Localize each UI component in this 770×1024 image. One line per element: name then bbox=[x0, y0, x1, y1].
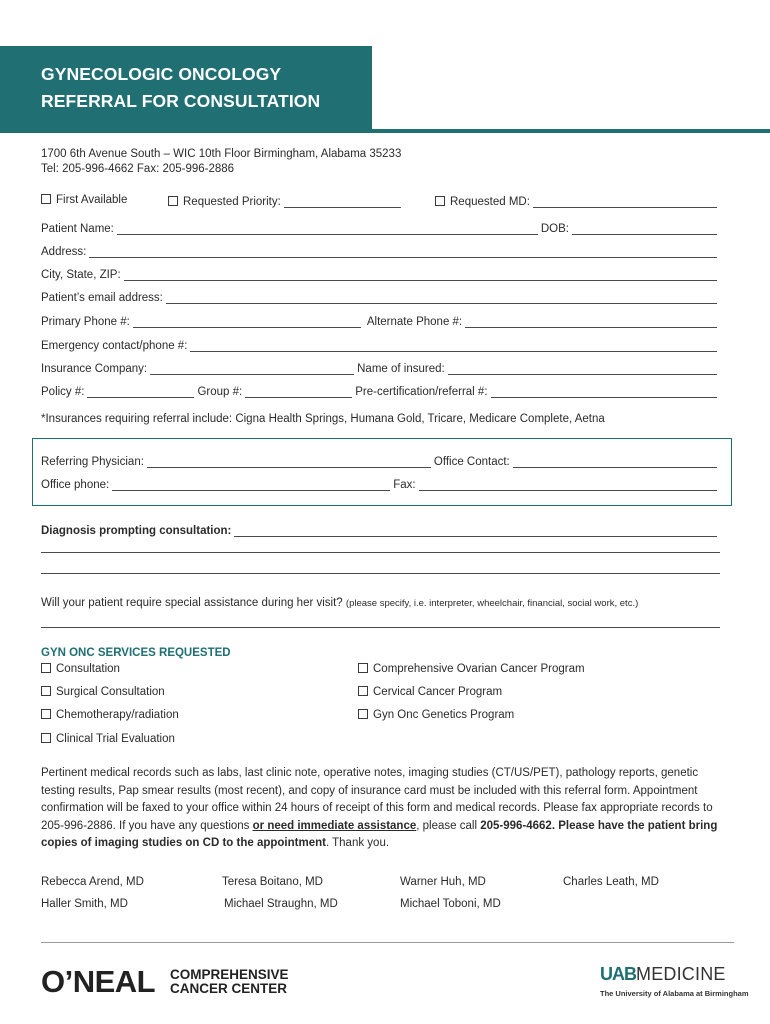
uab-medicine-logo bbox=[600, 964, 726, 985]
dob-label: DOB: bbox=[540, 223, 569, 235]
assistance-hint: (please specify, i.e. interpreter, wheelchair, financial, social work, etc.) bbox=[345, 598, 639, 609]
patient-name-row bbox=[41, 221, 720, 235]
fax-label: Fax: bbox=[393, 479, 416, 491]
office-phone-line[interactable] bbox=[112, 480, 390, 491]
service-consultation[interactable]: Consultation bbox=[41, 663, 120, 675]
checkbox[interactable] bbox=[358, 709, 368, 719]
city-row bbox=[41, 267, 720, 281]
referring-physician-line[interactable] bbox=[147, 457, 431, 468]
physician-name: Teresa Boitano, MD bbox=[222, 876, 323, 888]
policy-line[interactable] bbox=[87, 387, 194, 398]
service-genetics-program[interactable]: Gyn Onc Genetics Program bbox=[358, 709, 514, 721]
service-surgical-consultation[interactable]: Surgical Consultation bbox=[41, 686, 165, 698]
insured-line[interactable] bbox=[448, 364, 717, 375]
uab-subtitle: The University of Alabama at Birmingham bbox=[600, 989, 749, 998]
checkbox[interactable] bbox=[358, 663, 368, 673]
requested-md-line[interactable] bbox=[533, 197, 717, 208]
emergency-row bbox=[41, 338, 720, 352]
email-line[interactable] bbox=[166, 293, 717, 304]
office-contact-line[interactable] bbox=[513, 457, 717, 468]
title-banner bbox=[0, 46, 372, 130]
address-row bbox=[41, 244, 720, 258]
service-chemotherapy[interactable]: Chemotherapy/radiation bbox=[41, 709, 179, 721]
address-label: Address: bbox=[41, 246, 87, 258]
service-clinical-trial[interactable]: Clinical Trial Evaluation bbox=[41, 733, 175, 745]
checkbox[interactable] bbox=[41, 194, 51, 204]
referring-physician-box bbox=[32, 438, 732, 506]
diagnosis-line-1[interactable] bbox=[234, 526, 717, 537]
precert-line[interactable] bbox=[491, 387, 717, 398]
services-title: GYN ONC SERVICES REQUESTED bbox=[41, 647, 231, 659]
group-line[interactable] bbox=[245, 387, 352, 398]
requested-md-field[interactable]: Requested MD: bbox=[435, 194, 720, 208]
emergency-label: Emergency contact/phone #: bbox=[41, 340, 188, 352]
title-line-2: REFERRAL FOR CONSULTATION bbox=[41, 91, 321, 111]
assistance-line[interactable] bbox=[41, 627, 720, 628]
policy-label: Policy #: bbox=[41, 386, 85, 398]
checkbox[interactable] bbox=[41, 733, 51, 743]
diagnosis-line-3[interactable] bbox=[41, 573, 720, 574]
requested-priority-field[interactable]: Requested Priority: bbox=[168, 194, 404, 208]
diagnosis-label: Diagnosis prompting consultation: bbox=[41, 525, 232, 537]
assistance-question: Will your patient require special assistance during her visit? (please specify, i.e. interpreter, wheelchair, financial, social work, etc.) bbox=[41, 597, 639, 609]
physician-name: Michael Toboni, MD bbox=[400, 898, 501, 910]
clinic-address: 1700 6th Avenue South – WIC 10th Floor Birmingham, Alabama 35233 bbox=[41, 148, 402, 160]
email-row bbox=[41, 290, 720, 304]
uab-medicine-word: MEDICINE bbox=[636, 964, 726, 984]
physician-name: Charles Leath, MD bbox=[563, 876, 659, 888]
ccc-line-1: COMPREHENSIVE bbox=[170, 967, 289, 982]
email-label: Patient’s email address: bbox=[41, 292, 163, 304]
checkbox[interactable] bbox=[41, 709, 51, 719]
precert-label: Pre-certification/referral #: bbox=[355, 386, 488, 398]
primary-phone-line[interactable] bbox=[133, 317, 361, 328]
physician-name: Haller Smith, MD bbox=[41, 898, 128, 910]
phone-row bbox=[41, 314, 720, 328]
checkbox[interactable] bbox=[41, 663, 51, 673]
banner-rule bbox=[0, 129, 770, 133]
checkbox[interactable] bbox=[168, 196, 178, 206]
office-contact-label: Office Contact: bbox=[433, 456, 510, 468]
office-phone-label: Office phone: bbox=[41, 479, 110, 491]
insurance-note: *Insurances requiring referral include: Cigna Health Springs, Humana Gold, Tricare, Medicare Complete, Aetna bbox=[41, 413, 605, 425]
address-line[interactable] bbox=[89, 247, 717, 258]
service-ovarian-program[interactable]: Comprehensive Ovarian Cancer Program bbox=[358, 663, 585, 675]
patient-name-label: Patient Name: bbox=[41, 223, 114, 235]
group-label: Group #: bbox=[197, 386, 243, 398]
title-line-1: GYNECOLOGIC ONCOLOGY bbox=[41, 64, 282, 84]
primary-phone-label: Primary Phone #: bbox=[41, 316, 130, 328]
office-phone-row bbox=[41, 477, 720, 491]
insured-label: Name of insured: bbox=[357, 363, 445, 375]
referring-physician-row bbox=[41, 454, 720, 468]
insurance-line[interactable] bbox=[150, 364, 354, 375]
patient-name-line[interactable] bbox=[117, 224, 538, 235]
checkbox[interactable] bbox=[41, 686, 51, 696]
instructions-paragraph: Pertinent medical records such as labs, last clinic note, operative notes, imaging studies (CT/US/PET), pathology reports, genetic testing results, Pap smear results (most recent), and copy of insurance card must be included with this referral form. Appointment confirmation will be faxed to your office within 24 hours of receipt of this form and medical records. Please fax appropriate records to 205-996-2886. If you have any questions or need immediate assistance, please call 205-996-4662. Please have the patient bring copies of imaging studies on CD to the appointment. Thank you. bbox=[41, 767, 718, 849]
checkbox[interactable] bbox=[358, 686, 368, 696]
physician-name: Warner Huh, MD bbox=[400, 876, 486, 888]
diagnosis-line-2[interactable] bbox=[41, 552, 720, 553]
checkbox[interactable] bbox=[435, 196, 445, 206]
insurance-label: Insurance Company: bbox=[41, 363, 148, 375]
clinic-phone-fax: Tel: 205-996-4662 Fax: 205-996-2886 bbox=[41, 163, 235, 175]
insurance-row bbox=[41, 361, 720, 375]
oneal-logo: O’NEAL bbox=[41, 964, 156, 999]
alternate-phone-line[interactable] bbox=[465, 317, 717, 328]
city-line[interactable] bbox=[124, 270, 717, 281]
first-available-option[interactable]: First Available bbox=[41, 194, 127, 206]
physician-name: Michael Straughn, MD bbox=[224, 898, 338, 910]
referring-physician-label: Referring Physician: bbox=[41, 456, 144, 468]
ccc-line-2: CANCER CENTER bbox=[170, 981, 288, 996]
emergency-line[interactable] bbox=[190, 341, 717, 352]
footer-rule bbox=[41, 942, 734, 943]
dob-line[interactable] bbox=[572, 224, 717, 235]
policy-row bbox=[41, 384, 720, 398]
service-cervical-program[interactable]: Cervical Cancer Program bbox=[358, 686, 502, 698]
city-label: City, State, ZIP: bbox=[41, 269, 121, 281]
uab-mark: UAB bbox=[600, 964, 636, 984]
fax-line[interactable] bbox=[419, 480, 717, 491]
requested-priority-line[interactable] bbox=[284, 197, 401, 208]
diagnosis-row bbox=[41, 523, 720, 537]
physician-name: Rebecca Arend, MD bbox=[41, 876, 144, 888]
alternate-phone-label: Alternate Phone #: bbox=[366, 316, 463, 328]
